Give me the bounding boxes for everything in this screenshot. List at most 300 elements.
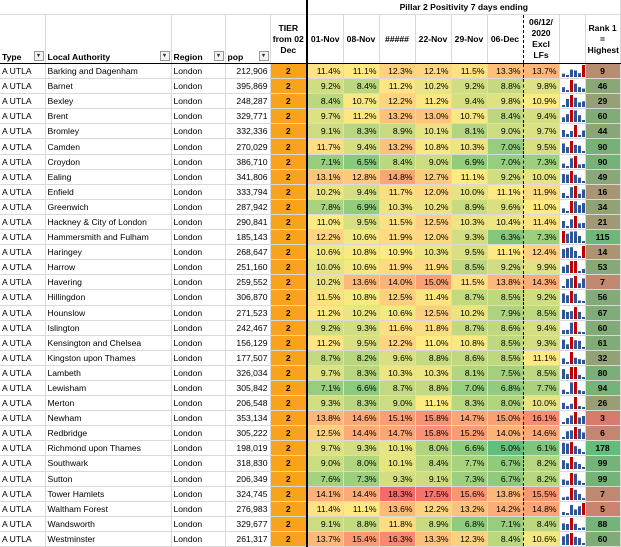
- excl-lfs-cell[interactable]: 7.7%: [523, 380, 559, 395]
- filter-dropdown-icon[interactable]: ▾: [34, 51, 44, 61]
- positivity-cell[interactable]: 11.7%: [379, 184, 415, 199]
- positivity-cell[interactable]: 9.0%: [307, 456, 343, 471]
- positivity-cell[interactable]: 15.8%: [415, 426, 451, 441]
- pop-cell[interactable]: 251,160: [225, 260, 270, 275]
- pop-cell[interactable]: 248,287: [225, 94, 270, 109]
- positivity-cell[interactable]: 11.5%: [379, 214, 415, 229]
- local-authority-cell[interactable]: Bromley: [45, 124, 171, 139]
- pop-cell[interactable]: 333,794: [225, 184, 270, 199]
- region-cell[interactable]: London: [171, 516, 225, 531]
- tier-cell[interactable]: 2: [270, 260, 307, 275]
- type-cell[interactable]: A UTLA: [0, 426, 45, 441]
- positivity-cell[interactable]: 9.3%: [379, 471, 415, 486]
- local-authority-cell[interactable]: Havering: [45, 275, 171, 290]
- positivity-cell[interactable]: 7.0%: [487, 139, 523, 154]
- positivity-cell[interactable]: 8.7%: [451, 290, 487, 305]
- positivity-cell[interactable]: 14.7%: [379, 426, 415, 441]
- pop-cell[interactable]: 305,842: [225, 380, 270, 395]
- excl-lfs-cell[interactable]: 11.0%: [523, 199, 559, 214]
- rank-cell[interactable]: 29: [585, 94, 620, 109]
- tier-cell[interactable]: 2: [270, 139, 307, 154]
- local-authority-cell[interactable]: Haringey: [45, 245, 171, 260]
- local-authority-cell[interactable]: Hillingdon: [45, 290, 171, 305]
- local-authority-cell[interactable]: Barnet: [45, 79, 171, 94]
- sparkline-cell[interactable]: [559, 456, 585, 471]
- region-cell[interactable]: London: [171, 396, 225, 411]
- pop-cell[interactable]: 270,029: [225, 139, 270, 154]
- excl-lfs-cell[interactable]: 9.5%: [523, 139, 559, 154]
- positivity-cell[interactable]: 7.3%: [451, 471, 487, 486]
- positivity-cell[interactable]: 18.3%: [379, 486, 415, 501]
- positivity-cell[interactable]: 14.0%: [487, 426, 523, 441]
- positivity-cell[interactable]: 6.7%: [487, 471, 523, 486]
- excl-lfs-cell[interactable]: 9.4%: [523, 320, 559, 335]
- region-cell[interactable]: London: [171, 245, 225, 260]
- positivity-cell[interactable]: 12.2%: [307, 230, 343, 245]
- local-authority-cell[interactable]: Bexley: [45, 94, 171, 109]
- tier-cell[interactable]: 2: [270, 154, 307, 169]
- region-cell[interactable]: London: [171, 441, 225, 456]
- positivity-cell[interactable]: 11.1%: [487, 184, 523, 199]
- positivity-cell[interactable]: 6.6%: [451, 441, 487, 456]
- local-authority-cell[interactable]: Greenwich: [45, 199, 171, 214]
- positivity-cell[interactable]: 10.3%: [415, 365, 451, 380]
- positivity-cell[interactable]: 8.7%: [379, 380, 415, 395]
- positivity-cell[interactable]: 8.3%: [343, 124, 379, 139]
- local-authority-cell[interactable]: Sutton: [45, 471, 171, 486]
- positivity-cell[interactable]: 10.2%: [451, 305, 487, 320]
- positivity-cell[interactable]: 13.3%: [415, 531, 451, 546]
- positivity-cell[interactable]: 8.3%: [343, 365, 379, 380]
- positivity-cell[interactable]: 8.4%: [487, 109, 523, 124]
- positivity-cell[interactable]: 9.4%: [343, 184, 379, 199]
- pop-cell[interactable]: 185,143: [225, 230, 270, 245]
- positivity-cell[interactable]: 10.6%: [379, 305, 415, 320]
- type-cell[interactable]: A UTLA: [0, 109, 45, 124]
- positivity-cell[interactable]: 14.7%: [451, 411, 487, 426]
- positivity-cell[interactable]: 10.1%: [379, 456, 415, 471]
- positivity-cell[interactable]: 7.6%: [307, 471, 343, 486]
- pop-cell[interactable]: 341,806: [225, 169, 270, 184]
- excl-lfs-cell[interactable]: 10.9%: [523, 94, 559, 109]
- local-authority-cell[interactable]: Brent: [45, 109, 171, 124]
- pop-cell[interactable]: 261,317: [225, 531, 270, 546]
- positivity-cell[interactable]: 9.0%: [379, 396, 415, 411]
- pop-cell[interactable]: 268,647: [225, 245, 270, 260]
- positivity-cell[interactable]: 11.2%: [307, 305, 343, 320]
- positivity-cell[interactable]: 9.0%: [487, 124, 523, 139]
- positivity-cell[interactable]: 14.8%: [379, 169, 415, 184]
- tier-cell[interactable]: 2: [270, 184, 307, 199]
- positivity-cell[interactable]: 12.3%: [451, 531, 487, 546]
- positivity-cell[interactable]: 15.0%: [415, 275, 451, 290]
- positivity-cell[interactable]: 11.4%: [307, 64, 343, 79]
- positivity-cell[interactable]: 10.3%: [379, 199, 415, 214]
- rank-cell[interactable]: 34: [585, 199, 620, 214]
- region-cell[interactable]: London: [171, 305, 225, 320]
- excl-lfs-cell[interactable]: 8.2%: [523, 471, 559, 486]
- pop-cell[interactable]: 395,869: [225, 79, 270, 94]
- positivity-cell[interactable]: 6.7%: [487, 456, 523, 471]
- excl-lfs-cell[interactable]: 16.1%: [523, 411, 559, 426]
- positivity-cell[interactable]: 9.2%: [307, 320, 343, 335]
- positivity-cell[interactable]: 10.2%: [307, 275, 343, 290]
- positivity-cell[interactable]: 12.2%: [379, 335, 415, 350]
- positivity-cell[interactable]: 9.3%: [343, 320, 379, 335]
- local-authority-cell[interactable]: Merton: [45, 396, 171, 411]
- positivity-cell[interactable]: 11.1%: [451, 169, 487, 184]
- positivity-cell[interactable]: 9.6%: [379, 350, 415, 365]
- positivity-cell[interactable]: 11.9%: [379, 230, 415, 245]
- rank-cell[interactable]: 7: [585, 275, 620, 290]
- excl-lfs-cell[interactable]: 6.1%: [523, 441, 559, 456]
- positivity-cell[interactable]: 11.1%: [343, 64, 379, 79]
- region-cell[interactable]: London: [171, 64, 225, 79]
- positivity-cell[interactable]: 10.6%: [343, 230, 379, 245]
- positivity-cell[interactable]: 5.0%: [487, 441, 523, 456]
- positivity-cell[interactable]: 12.2%: [415, 501, 451, 516]
- positivity-cell[interactable]: 9.1%: [307, 516, 343, 531]
- tier-cell[interactable]: 2: [270, 199, 307, 214]
- positivity-cell[interactable]: 6.6%: [343, 380, 379, 395]
- sparkline-cell[interactable]: [559, 396, 585, 411]
- excl-lfs-cell[interactable]: 14.6%: [523, 426, 559, 441]
- tier-cell[interactable]: 2: [270, 411, 307, 426]
- positivity-cell[interactable]: 7.8%: [307, 199, 343, 214]
- region-cell[interactable]: London: [171, 531, 225, 546]
- excl-lfs-cell[interactable]: 15.5%: [523, 486, 559, 501]
- positivity-cell[interactable]: 12.0%: [415, 230, 451, 245]
- tier-cell[interactable]: 2: [270, 486, 307, 501]
- positivity-cell[interactable]: 10.8%: [415, 139, 451, 154]
- region-cell[interactable]: London: [171, 109, 225, 124]
- positivity-cell[interactable]: 9.1%: [415, 471, 451, 486]
- sparkline-cell[interactable]: [559, 350, 585, 365]
- type-cell[interactable]: A UTLA: [0, 79, 45, 94]
- rank-cell[interactable]: 94: [585, 380, 620, 395]
- positivity-cell[interactable]: 9.5%: [451, 245, 487, 260]
- positivity-cell[interactable]: 15.2%: [451, 426, 487, 441]
- region-cell[interactable]: London: [171, 184, 225, 199]
- positivity-cell[interactable]: 11.2%: [343, 109, 379, 124]
- region-cell[interactable]: London: [171, 124, 225, 139]
- sparkline-cell[interactable]: [559, 230, 585, 245]
- local-authority-cell[interactable]: Newham: [45, 411, 171, 426]
- rank-cell[interactable]: 61: [585, 335, 620, 350]
- filter-dropdown-icon[interactable]: ▾: [259, 51, 269, 61]
- tier-cell[interactable]: 2: [270, 94, 307, 109]
- sparkline-cell[interactable]: [559, 380, 585, 395]
- positivity-cell[interactable]: 8.4%: [415, 456, 451, 471]
- tier-cell[interactable]: 2: [270, 531, 307, 546]
- type-cell[interactable]: A UTLA: [0, 305, 45, 320]
- positivity-cell[interactable]: 8.9%: [415, 516, 451, 531]
- positivity-cell[interactable]: 9.6%: [487, 199, 523, 214]
- local-authority-cell[interactable]: Redbridge: [45, 426, 171, 441]
- rank-cell[interactable]: 99: [585, 471, 620, 486]
- local-authority-cell[interactable]: Lambeth: [45, 365, 171, 380]
- rank-cell[interactable]: 56: [585, 290, 620, 305]
- positivity-cell[interactable]: 8.8%: [487, 79, 523, 94]
- positivity-cell[interactable]: 11.2%: [415, 94, 451, 109]
- positivity-cell[interactable]: 8.0%: [343, 456, 379, 471]
- region-cell[interactable]: London: [171, 471, 225, 486]
- rank-cell[interactable]: 53: [585, 260, 620, 275]
- tier-cell[interactable]: 2: [270, 335, 307, 350]
- positivity-cell[interactable]: 13.2%: [379, 109, 415, 124]
- local-authority-cell[interactable]: Wandsworth: [45, 516, 171, 531]
- positivity-cell[interactable]: 10.3%: [451, 214, 487, 229]
- excl-lfs-cell[interactable]: 10.0%: [523, 396, 559, 411]
- rank-cell[interactable]: 26: [585, 396, 620, 411]
- positivity-cell[interactable]: 12.5%: [415, 305, 451, 320]
- sparkline-cell[interactable]: [559, 214, 585, 229]
- sparkline-cell[interactable]: [559, 441, 585, 456]
- rank-cell[interactable]: 9: [585, 64, 620, 79]
- positivity-cell[interactable]: 15.6%: [451, 486, 487, 501]
- positivity-cell[interactable]: 12.1%: [415, 64, 451, 79]
- rank-cell[interactable]: 178: [585, 441, 620, 456]
- pop-cell[interactable]: 259,552: [225, 275, 270, 290]
- local-authority-cell[interactable]: Hackney & City of London: [45, 214, 171, 229]
- positivity-cell[interactable]: 11.8%: [379, 516, 415, 531]
- positivity-cell[interactable]: 10.3%: [415, 245, 451, 260]
- region-cell[interactable]: London: [171, 335, 225, 350]
- type-cell[interactable]: A UTLA: [0, 516, 45, 531]
- rank-cell[interactable]: 80: [585, 365, 620, 380]
- positivity-cell[interactable]: 7.0%: [451, 380, 487, 395]
- sparkline-cell[interactable]: [559, 320, 585, 335]
- positivity-cell[interactable]: 12.5%: [307, 426, 343, 441]
- positivity-cell[interactable]: 8.3%: [343, 396, 379, 411]
- tier-cell[interactable]: 2: [270, 169, 307, 184]
- type-cell[interactable]: A UTLA: [0, 94, 45, 109]
- rank-cell[interactable]: 14: [585, 245, 620, 260]
- type-cell[interactable]: A UTLA: [0, 411, 45, 426]
- positivity-cell[interactable]: 10.0%: [307, 260, 343, 275]
- positivity-cell[interactable]: 9.0%: [415, 154, 451, 169]
- positivity-cell[interactable]: 8.9%: [379, 124, 415, 139]
- rank-cell[interactable]: 46: [585, 79, 620, 94]
- positivity-cell[interactable]: 10.7%: [451, 109, 487, 124]
- local-authority-cell[interactable]: Islington: [45, 320, 171, 335]
- region-header[interactable]: Region ▾: [171, 15, 225, 64]
- excl-lfs-cell[interactable]: 9.2%: [523, 290, 559, 305]
- region-cell[interactable]: London: [171, 169, 225, 184]
- pop-cell[interactable]: 198,019: [225, 441, 270, 456]
- type-cell[interactable]: A UTLA: [0, 380, 45, 395]
- positivity-cell[interactable]: 13.7%: [307, 531, 343, 546]
- positivity-cell[interactable]: 11.5%: [451, 64, 487, 79]
- pop-cell[interactable]: 290,841: [225, 214, 270, 229]
- sparkline-cell[interactable]: [559, 275, 585, 290]
- region-cell[interactable]: London: [171, 290, 225, 305]
- excl-lfs-cell[interactable]: 9.7%: [523, 124, 559, 139]
- pop-cell[interactable]: 276,983: [225, 501, 270, 516]
- positivity-cell[interactable]: 14.0%: [379, 275, 415, 290]
- positivity-cell[interactable]: 8.5%: [451, 260, 487, 275]
- local-authority-cell[interactable]: Harrow: [45, 260, 171, 275]
- positivity-cell[interactable]: 10.8%: [343, 245, 379, 260]
- positivity-cell[interactable]: 14.4%: [343, 426, 379, 441]
- pop-cell[interactable]: 305,222: [225, 426, 270, 441]
- region-cell[interactable]: London: [171, 275, 225, 290]
- positivity-cell[interactable]: 12.5%: [415, 214, 451, 229]
- sparkline-cell[interactable]: [559, 486, 585, 501]
- rank-cell[interactable]: 49: [585, 169, 620, 184]
- rank-cell[interactable]: 6: [585, 426, 620, 441]
- rank-cell[interactable]: 99: [585, 456, 620, 471]
- positivity-cell[interactable]: 10.6%: [307, 245, 343, 260]
- type-cell[interactable]: A UTLA: [0, 320, 45, 335]
- positivity-cell[interactable]: 11.2%: [307, 335, 343, 350]
- type-header[interactable]: Type ▾: [0, 15, 45, 64]
- positivity-cell[interactable]: 9.7%: [307, 109, 343, 124]
- local-authority-cell[interactable]: Enfield: [45, 184, 171, 199]
- tier-cell[interactable]: 2: [270, 214, 307, 229]
- excl-lfs-cell[interactable]: 14.8%: [523, 501, 559, 516]
- positivity-cell[interactable]: 10.9%: [379, 245, 415, 260]
- local-authority-cell[interactable]: Camden: [45, 139, 171, 154]
- positivity-cell[interactable]: 15.0%: [487, 411, 523, 426]
- positivity-cell[interactable]: 6.3%: [487, 230, 523, 245]
- positivity-cell[interactable]: 8.5%: [487, 335, 523, 350]
- positivity-cell[interactable]: 8.8%: [343, 516, 379, 531]
- positivity-cell[interactable]: 7.3%: [343, 471, 379, 486]
- region-cell[interactable]: London: [171, 350, 225, 365]
- pop-cell[interactable]: 271,523: [225, 305, 270, 320]
- filter-dropdown-icon[interactable]: ▾: [214, 51, 224, 61]
- type-cell[interactable]: A UTLA: [0, 350, 45, 365]
- positivity-cell[interactable]: 9.4%: [343, 139, 379, 154]
- type-cell[interactable]: A UTLA: [0, 456, 45, 471]
- positivity-cell[interactable]: 13.8%: [487, 275, 523, 290]
- tier-cell[interactable]: 2: [270, 109, 307, 124]
- positivity-cell[interactable]: 9.5%: [343, 214, 379, 229]
- pop-cell[interactable]: 156,129: [225, 335, 270, 350]
- positivity-cell[interactable]: 7.7%: [451, 456, 487, 471]
- positivity-cell[interactable]: 10.7%: [343, 94, 379, 109]
- positivity-cell[interactable]: 9.2%: [307, 79, 343, 94]
- sparkline-cell[interactable]: [559, 365, 585, 380]
- sparkline-cell[interactable]: [559, 471, 585, 486]
- sparkline-cell[interactable]: [559, 290, 585, 305]
- region-cell[interactable]: London: [171, 320, 225, 335]
- sparkline-cell[interactable]: [559, 109, 585, 124]
- positivity-cell[interactable]: 7.5%: [487, 365, 523, 380]
- region-cell[interactable]: London: [171, 365, 225, 380]
- region-cell[interactable]: London: [171, 94, 225, 109]
- positivity-cell[interactable]: 6.8%: [487, 380, 523, 395]
- local-authority-cell[interactable]: Kingston upon Thames: [45, 350, 171, 365]
- positivity-cell[interactable]: 11.1%: [415, 396, 451, 411]
- positivity-cell[interactable]: 9.4%: [451, 94, 487, 109]
- region-cell[interactable]: London: [171, 426, 225, 441]
- positivity-cell[interactable]: 12.8%: [343, 169, 379, 184]
- sparkline-cell[interactable]: [559, 531, 585, 546]
- excl-lfs-cell[interactable]: 9.4%: [523, 109, 559, 124]
- positivity-cell[interactable]: 13.8%: [307, 411, 343, 426]
- rank-cell[interactable]: 5: [585, 501, 620, 516]
- sparkline-cell[interactable]: [559, 501, 585, 516]
- rank-cell[interactable]: 90: [585, 139, 620, 154]
- region-cell[interactable]: London: [171, 199, 225, 214]
- positivity-cell[interactable]: 11.9%: [379, 260, 415, 275]
- positivity-cell[interactable]: 10.2%: [415, 199, 451, 214]
- type-cell[interactable]: A UTLA: [0, 124, 45, 139]
- positivity-cell[interactable]: 10.6%: [343, 260, 379, 275]
- positivity-cell[interactable]: 13.8%: [487, 486, 523, 501]
- filter-dropdown-icon[interactable]: ▾: [160, 51, 170, 61]
- rank-cell[interactable]: 44: [585, 124, 620, 139]
- type-cell[interactable]: A UTLA: [0, 230, 45, 245]
- type-cell[interactable]: A UTLA: [0, 169, 45, 184]
- pop-cell[interactable]: 329,771: [225, 109, 270, 124]
- positivity-cell[interactable]: 16.3%: [379, 531, 415, 546]
- sparkline-cell[interactable]: [559, 139, 585, 154]
- region-cell[interactable]: London: [171, 214, 225, 229]
- local-authority-cell[interactable]: Barking and Dagenham: [45, 64, 171, 79]
- type-cell[interactable]: A UTLA: [0, 214, 45, 229]
- positivity-cell[interactable]: 8.4%: [379, 154, 415, 169]
- pop-header[interactable]: pop ▾: [225, 15, 270, 64]
- positivity-cell[interactable]: 12.0%: [415, 184, 451, 199]
- tier-cell[interactable]: 2: [270, 64, 307, 79]
- local-authority-cell[interactable]: Waltham Forest: [45, 501, 171, 516]
- positivity-cell[interactable]: 7.1%: [487, 516, 523, 531]
- sparkline-cell[interactable]: [559, 411, 585, 426]
- positivity-cell[interactable]: 9.7%: [307, 441, 343, 456]
- tier-cell[interactable]: 2: [270, 501, 307, 516]
- tier-cell[interactable]: 2: [270, 320, 307, 335]
- positivity-cell[interactable]: 9.5%: [343, 335, 379, 350]
- pop-cell[interactable]: 353,134: [225, 411, 270, 426]
- excl-lfs-cell[interactable]: 9.9%: [523, 260, 559, 275]
- type-cell[interactable]: A UTLA: [0, 365, 45, 380]
- type-cell[interactable]: A UTLA: [0, 154, 45, 169]
- local-authority-cell[interactable]: Westminster: [45, 531, 171, 546]
- sparkline-cell[interactable]: [559, 154, 585, 169]
- pop-cell[interactable]: 177,507: [225, 350, 270, 365]
- positivity-cell[interactable]: 10.3%: [379, 365, 415, 380]
- sparkline-cell[interactable]: [559, 79, 585, 94]
- rank-cell[interactable]: 16: [585, 184, 620, 199]
- region-cell[interactable]: London: [171, 411, 225, 426]
- tier-cell[interactable]: 2: [270, 350, 307, 365]
- excl-lfs-cell[interactable]: 9.3%: [523, 335, 559, 350]
- tier-cell[interactable]: 2: [270, 471, 307, 486]
- positivity-cell[interactable]: 11.1%: [343, 501, 379, 516]
- type-cell[interactable]: A UTLA: [0, 441, 45, 456]
- positivity-cell[interactable]: 11.6%: [379, 320, 415, 335]
- positivity-cell[interactable]: 15.4%: [343, 531, 379, 546]
- positivity-cell[interactable]: 14.4%: [343, 486, 379, 501]
- sparkline-cell[interactable]: [559, 426, 585, 441]
- pop-cell[interactable]: 287,942: [225, 199, 270, 214]
- positivity-cell[interactable]: 8.9%: [451, 199, 487, 214]
- positivity-cell[interactable]: 6.8%: [451, 516, 487, 531]
- type-cell[interactable]: A UTLA: [0, 501, 45, 516]
- type-cell[interactable]: A UTLA: [0, 64, 45, 79]
- positivity-cell[interactable]: 11.9%: [415, 260, 451, 275]
- type-cell[interactable]: A UTLA: [0, 139, 45, 154]
- type-cell[interactable]: A UTLA: [0, 486, 45, 501]
- positivity-cell[interactable]: 6.5%: [343, 154, 379, 169]
- local-authority-cell[interactable]: Richmond upon Thames: [45, 441, 171, 456]
- type-cell[interactable]: A UTLA: [0, 245, 45, 260]
- rank-cell[interactable]: 60: [585, 109, 620, 124]
- positivity-cell[interactable]: 9.2%: [451, 79, 487, 94]
